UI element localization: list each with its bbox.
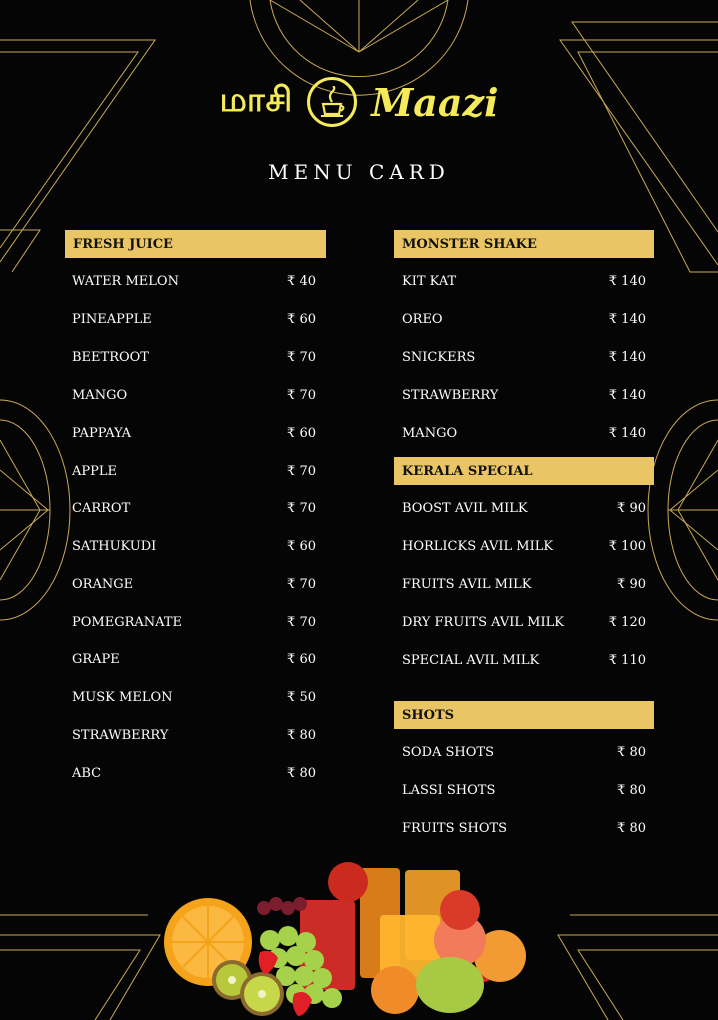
item-name: MUSK MELON xyxy=(72,689,173,705)
menu-item xyxy=(72,498,316,518)
item-price: ₹ 70 xyxy=(287,463,316,479)
menu-item xyxy=(72,271,316,291)
item-name: ORANGE xyxy=(72,576,134,592)
item-name: OREO xyxy=(402,311,443,327)
menu-item xyxy=(402,780,646,800)
item-price: ₹ 70 xyxy=(287,614,316,630)
item-price: ₹ 70 xyxy=(287,576,316,592)
item-name: BOOST AVIL MILK xyxy=(402,500,528,516)
menu-item xyxy=(72,309,316,329)
menu-item xyxy=(402,612,646,632)
item-name: CARROT xyxy=(72,500,131,516)
item-name: WATER MELON xyxy=(72,273,179,289)
item-price: ₹ 80 xyxy=(287,727,316,743)
menu-item xyxy=(402,423,646,443)
item-price: ₹ 50 xyxy=(287,689,316,705)
menu-item xyxy=(402,650,646,670)
fruits-and-juice-illustration xyxy=(160,860,560,1020)
item-name: HORLICKS AVIL MILK xyxy=(402,538,554,554)
menu-item xyxy=(402,347,646,367)
menu-item xyxy=(72,536,316,556)
item-name: LASSI SHOTS xyxy=(402,782,496,798)
menu-item xyxy=(72,612,316,632)
menu-item xyxy=(72,725,316,745)
menu-item xyxy=(402,742,646,762)
section-heading-fresh-juice: FRESH JUICE xyxy=(65,230,326,258)
coffee-cup-emblem-icon xyxy=(307,77,357,127)
item-name: ABC xyxy=(72,765,102,781)
menu-item xyxy=(402,574,646,594)
section-heading-shots: SHOTS xyxy=(394,701,654,729)
item-price: ₹ 60 xyxy=(287,311,316,327)
item-price: ₹ 60 xyxy=(287,538,316,554)
item-name: APPLE xyxy=(72,463,118,479)
menu-item xyxy=(402,309,646,329)
item-price: ₹ 140 xyxy=(608,273,646,289)
menu-item xyxy=(72,574,316,594)
item-price: ₹ 70 xyxy=(287,349,316,365)
item-price: ₹ 80 xyxy=(617,744,646,760)
item-name: DRY FRUITS AVIL MILK xyxy=(402,614,564,630)
item-name: SPECIAL AVIL MILK xyxy=(402,652,540,668)
item-price: ₹ 70 xyxy=(287,500,316,516)
item-name: SATHUKUDI xyxy=(72,538,157,554)
menu-item xyxy=(72,347,316,367)
item-price: ₹ 120 xyxy=(608,614,646,630)
item-name: PAPPAYA xyxy=(72,425,132,441)
item-price: ₹ 90 xyxy=(617,500,646,516)
menu-item xyxy=(72,687,316,707)
menu-item xyxy=(402,536,646,556)
item-name: SNICKERS xyxy=(402,349,476,365)
item-price: ₹ 140 xyxy=(608,311,646,327)
item-name: PINEAPPLE xyxy=(72,311,152,327)
menu-title: MENU CARD xyxy=(268,160,450,184)
item-name: POMEGRANATE xyxy=(72,614,182,630)
item-name: MANGO xyxy=(402,425,458,441)
item-name: FRUITS AVIL MILK xyxy=(402,576,532,592)
section-heading-monster-shake: MONSTER SHAKE xyxy=(394,230,654,258)
item-price: ₹ 140 xyxy=(608,387,646,403)
item-price: ₹ 60 xyxy=(287,651,316,667)
item-price: ₹ 40 xyxy=(287,273,316,289)
item-name: STRAWBERRY xyxy=(402,387,499,403)
item-price: ₹ 140 xyxy=(608,349,646,365)
brand-latin-name: Maazi xyxy=(371,79,499,125)
item-price: ₹ 90 xyxy=(617,576,646,592)
menu-item xyxy=(72,423,316,443)
item-name: MANGO xyxy=(72,387,128,403)
menu-item xyxy=(402,818,646,838)
item-price: ₹ 80 xyxy=(287,765,316,781)
item-price: ₹ 70 xyxy=(287,387,316,403)
item-name: GRAPE xyxy=(72,651,120,667)
menu-item xyxy=(72,649,316,669)
item-name: SODA SHOTS xyxy=(402,744,494,760)
menu-item xyxy=(72,461,316,481)
section-heading-kerala-special: KERALA SPECIAL xyxy=(394,457,654,485)
item-name: KIT KAT xyxy=(402,273,457,289)
brand-tamil-name: மாசி xyxy=(219,80,294,120)
menu-item xyxy=(402,271,646,291)
item-price: ₹ 80 xyxy=(617,782,646,798)
item-name: BEETROOT xyxy=(72,349,149,365)
item-name: FRUITS SHOTS xyxy=(402,820,508,836)
menu-item xyxy=(402,385,646,405)
item-price: ₹ 100 xyxy=(608,538,646,554)
menu-item xyxy=(402,498,646,518)
item-price: ₹ 60 xyxy=(287,425,316,441)
item-price: ₹ 80 xyxy=(617,820,646,836)
menu-item xyxy=(72,763,316,783)
menu-item xyxy=(72,385,316,405)
item-price: ₹ 140 xyxy=(608,425,646,441)
item-price: ₹ 110 xyxy=(608,652,646,668)
item-name: STRAWBERRY xyxy=(72,727,169,743)
brand-logo xyxy=(0,72,718,132)
